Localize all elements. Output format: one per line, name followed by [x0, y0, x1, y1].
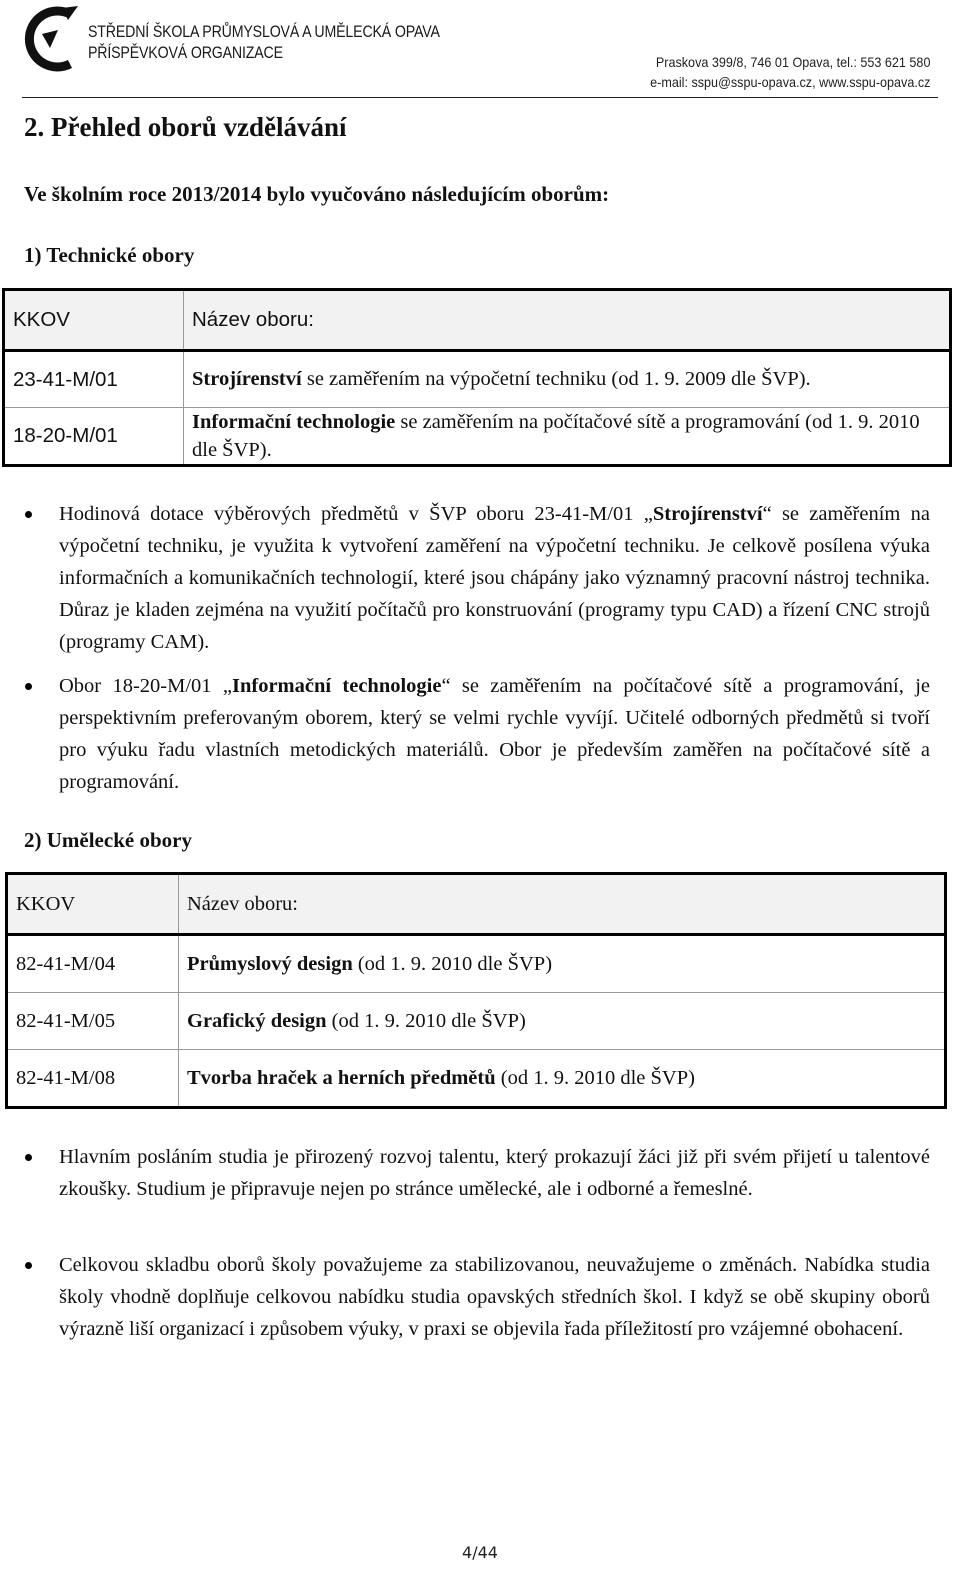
field-name-bold: Grafický design: [187, 1009, 327, 1032]
school-name-line2: PŘÍSPĚVKOVÁ ORGANIZACE: [88, 44, 283, 62]
bullet-paragraph: Obor 18-20-M/01 „Informační technologie“ se zaměřením na počítačové sítě a programování, je perspektivním preferovaným oborem, který se velmi rychle vyvíjí. Učitelé odborných předmětů si tvoří pro výuku řadu vlastních metodických materiálů. Obor je především zaměřen na počítačové sítě a programování.: [59, 670, 930, 798]
bullet-paragraph: Celkovou skladbu oborů školy považujeme za stabilizovanou, neuvažujeme o změnách. Nabídka studia školy vhodně doplňuje celkovou nabídku studia opavských středních škol. I když se obě skupiny oborů výrazně liší organizací i způsobem výuky, v praxi se objevila řada příležitostí pro vzájemné obohacení.: [59, 1249, 930, 1345]
bullet-icon: [25, 511, 32, 518]
table-row: [7, 935, 946, 993]
address: Praskova 399/8, 746 01 Opava, tel.: 553 621 580: [655, 54, 930, 70]
field-code: 82-41-M/08: [7, 1050, 179, 1108]
table-row: [4, 351, 951, 408]
bullet-icon: [25, 1262, 32, 1269]
page-title: 2. Přehled oborů vzdělávání: [24, 112, 347, 142]
school-name-line1: STŘEDNÍ ŠKOLA PRŮMYSLOVÁ A UMĚLECKÁ OPAVA: [88, 23, 440, 41]
table-row: [4, 408, 951, 466]
table-header-row: [4, 290, 951, 351]
field-name-bold: Informační technologie: [192, 411, 396, 433]
technical-fields-table: [2, 288, 952, 467]
field-code: 23-41-M/01: [4, 351, 184, 408]
bullet-paragraph: Hodinová dotace výběrových předmětů v ŠVP oboru 23-41-M/01 „Strojírenství“ se zaměřením na výpočetní techniku, je využita k vytvoření zaměření na výpočetní techniku. Je celkově posílena výuka informačních a komunikačních technologií, které jsou chápány jako významný pracovní nástroj technika. Důraz je kladen zejména na využití počítačů pro konstruování (programy typu CAD) a řízení CNC strojů (programy CAM).: [59, 498, 930, 658]
field-name: [179, 993, 946, 1050]
contact-block: [650, 52, 930, 92]
field-name-rest: se zaměřením na počítačové sítě a programování (od 1. 9. 2010 dle ŠVP).: [192, 411, 920, 461]
col-header-name: Název oboru:: [184, 290, 951, 351]
field-name-bold: Průmyslový design: [187, 952, 353, 975]
header-divider: [22, 97, 938, 98]
col-header-name: Název oboru:: [179, 874, 946, 935]
field-name-rest: se zaměřením na výpočetní techniku (od 1. 9. 2009 dle ŠVP).: [301, 368, 811, 390]
field-name-rest: (od 1. 9. 2010 dle ŠVP): [495, 1066, 695, 1089]
school-name: [88, 22, 440, 64]
table-header-row: [7, 874, 946, 935]
art-fields-table: [5, 872, 947, 1109]
page-header: [0, 0, 960, 100]
page-number: 4/44: [462, 1543, 498, 1562]
field-name-rest: (od 1. 9. 2010 dle ŠVP): [326, 1009, 526, 1032]
col-header-code: KKOV: [4, 290, 184, 351]
school-logo-icon: [18, 4, 88, 74]
field-name: [184, 408, 951, 466]
field-name: [184, 351, 951, 408]
field-name: [179, 1050, 946, 1108]
subtitle: Ve školním roce 2013/2014 bylo vyučováno následujícím oborům:: [24, 182, 610, 206]
bullet-paragraph: Hlavním posláním studia je přirozený rozvoj talentu, který prokazují žáci již při svém přijetí u talentové zkoušky. Studium je připravuje nejen po stránce umělecké, ale i odborné a řemeslné.: [59, 1141, 930, 1205]
section-art-heading: 2) Umělecké obory: [24, 828, 192, 852]
field-code: 18-20-M/01: [4, 408, 184, 466]
field-name: [179, 935, 946, 993]
bullet-icon: [25, 683, 32, 690]
field-name-bold: Strojírenství: [192, 368, 302, 390]
bullet-icon: [25, 1154, 32, 1161]
table-row: [7, 993, 946, 1050]
email-web: e-mail: sspu@sspu-opava.cz, www.sspu-opava.cz: [649, 74, 930, 90]
field-code: 82-41-M/04: [7, 935, 179, 993]
field-name-rest: (od 1. 9. 2010 dle ŠVP): [352, 952, 553, 975]
table-row: [7, 1050, 946, 1108]
col-header-code: KKOV: [7, 874, 179, 935]
field-name-bold: Tvorba hraček a herních předmětů: [187, 1066, 496, 1089]
field-code: 82-41-M/05: [7, 993, 179, 1050]
section-technical-heading: 1) Technické obory: [24, 243, 195, 267]
